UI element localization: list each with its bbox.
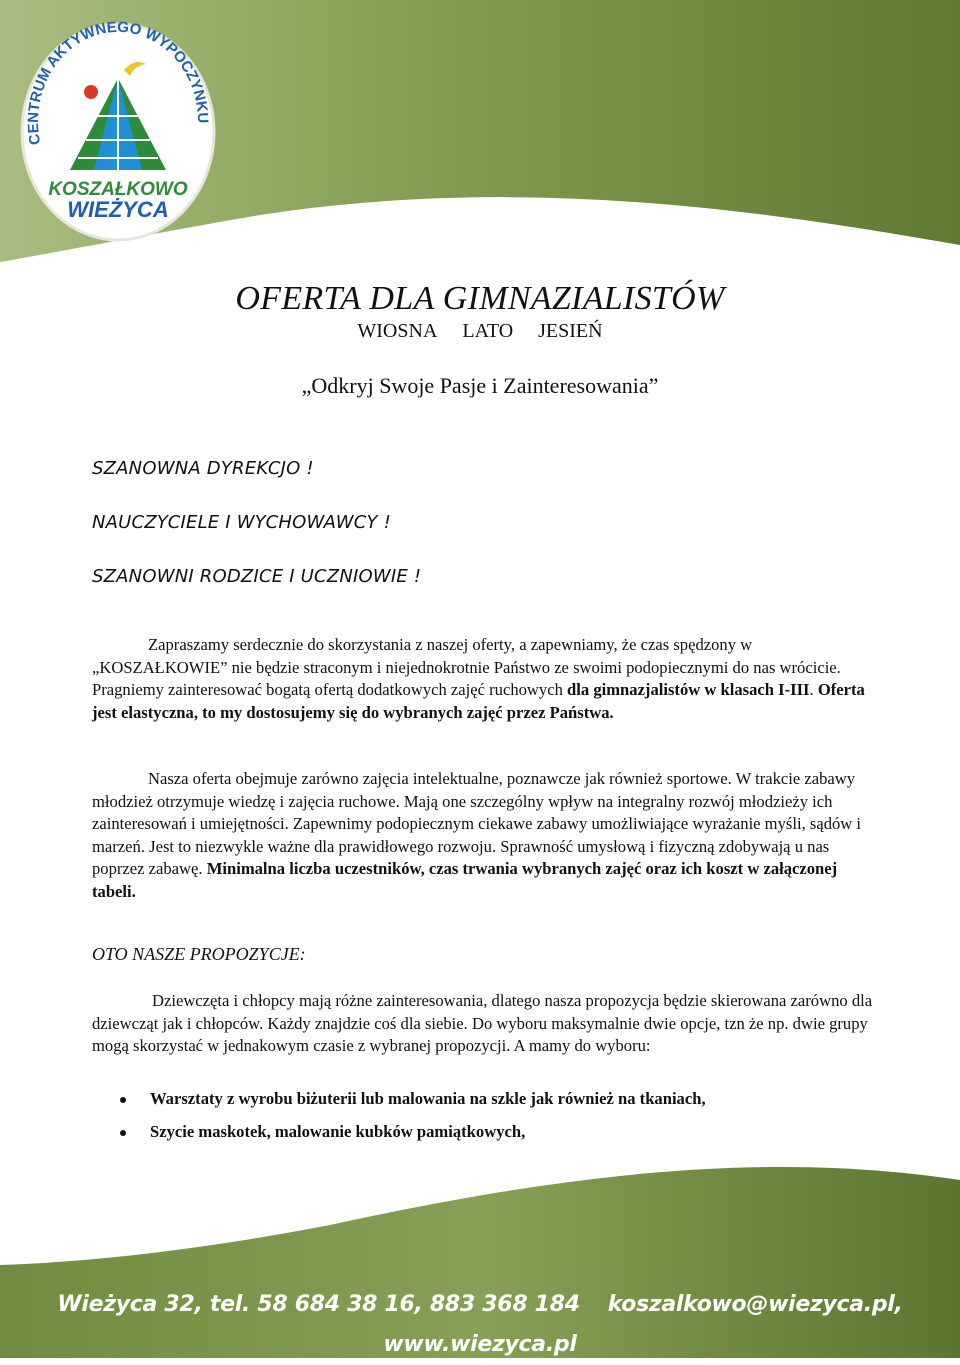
footer-email-web: koszalkowo@wiezyca.pl, www.wiezyca.pl bbox=[383, 1292, 903, 1357]
footer-contact bbox=[0, 1285, 960, 1357]
season-autumn: JESIEŃ bbox=[538, 320, 603, 342]
intro-text-b: . bbox=[809, 680, 818, 700]
logo-arc-text: CENTRUM AKTYWNEGO WYPOCZYNKU bbox=[24, 20, 212, 147]
greeting-directors: SZANOWNA DYREKCJO ! bbox=[92, 458, 314, 479]
proposals-list bbox=[92, 1088, 892, 1154]
season-spring: WIOSNA bbox=[357, 320, 438, 342]
bullet-icon bbox=[120, 1130, 126, 1136]
proposals-paragraph bbox=[92, 990, 882, 1058]
seasons bbox=[0, 320, 960, 343]
list-item: Warsztaty z wyrobu biżuterii lub malowania na szkle jak również na tkaniach, bbox=[92, 1088, 892, 1110]
intro-bold-a: dla gimnazjalistów w klasach I-III bbox=[567, 680, 810, 700]
page-title: OFERTA DLA GIMNAZIALISTÓW bbox=[235, 280, 725, 317]
offer-bold: Minimalna liczba uczestników, czas trwania wybranych zajęć oraz ich koszt w załączonej tabeli. bbox=[92, 859, 838, 901]
greeting-parents-students: SZANOWNI RODZICE I UCZNIOWIE ! bbox=[92, 566, 422, 587]
offer-text: Nasza oferta obejmuje zarówno zajęcia intelektualne, poznawcze jak również sportowe. W trakcie zabawy młodzież otrzymuje wiedzę i zajęcia ruchowe. Mają one szczególny wpływ na integralny rozwój młodzieży ich zainteresowań i umiejętności. Zapewnimy podopiecznym ciekawe zabawy umożliwiające wyrażanie myśli, sądów i marzeń. Jest to niezwykle ważne dla prawidłowego rozwoju. Sprawność umysłową i fizyczną zdobywają u nas poprzez zabawę. bbox=[92, 769, 862, 879]
greeting-teachers: NAUCZYCIELE I WYCHOWAWCY ! bbox=[92, 512, 392, 533]
list-item: Szycie maskotek, malowanie kubków pamiątkowych, bbox=[92, 1121, 892, 1143]
intro-text-a: Zapraszamy serdecznie do skorzystania z naszej oferty, a zapewniamy, że czas spędzony w „KOSZAŁKOWIE” nie będzie straconym i niejednokrotnie Państwo ze swoimi podopiecznymi do nas wrócicie. Pragniemy zainteresować bogatą ofertą dodatkowych zajęć ruchowych bbox=[92, 635, 841, 700]
bullet-icon bbox=[120, 1097, 126, 1103]
logo-name-line2: WIEŻYCA bbox=[67, 197, 169, 222]
season-summer: LATO bbox=[462, 320, 514, 342]
intro-bold-b: Oferta jest elastyczna, to my dostosujemy się do wybranych zajęć przez Państwa. bbox=[92, 680, 865, 722]
footer-address: Wieżyca 32, tel. 58 684 38 16, 883 368 184 bbox=[57, 1292, 580, 1317]
tagline: „Odkryj Swoje Pasje i Zainteresowania” bbox=[301, 373, 659, 398]
proposals-text: Dziewczęta i chłopcy mają różne zainteresowania, dlatego nasza propozycja będzie skierowana zarówno dla dziewcząt jak i chłopców. Każdy znajdzie coś dla siebie. Do wyboru maksymalnie dwie opcje, tzn że np. dwie grupy mogą skorzystać w jednakowym czasie z wybranej propozycji. A mamy do wyboru: bbox=[92, 991, 873, 1056]
offer-paragraph bbox=[92, 768, 882, 904]
proposals-heading: OTO NASZE PROPOZYCJE: bbox=[92, 944, 306, 964]
logo-name-line1: KOSZAŁKOWO bbox=[48, 179, 188, 200]
logo bbox=[18, 20, 218, 245]
intro-paragraph bbox=[92, 634, 882, 724]
